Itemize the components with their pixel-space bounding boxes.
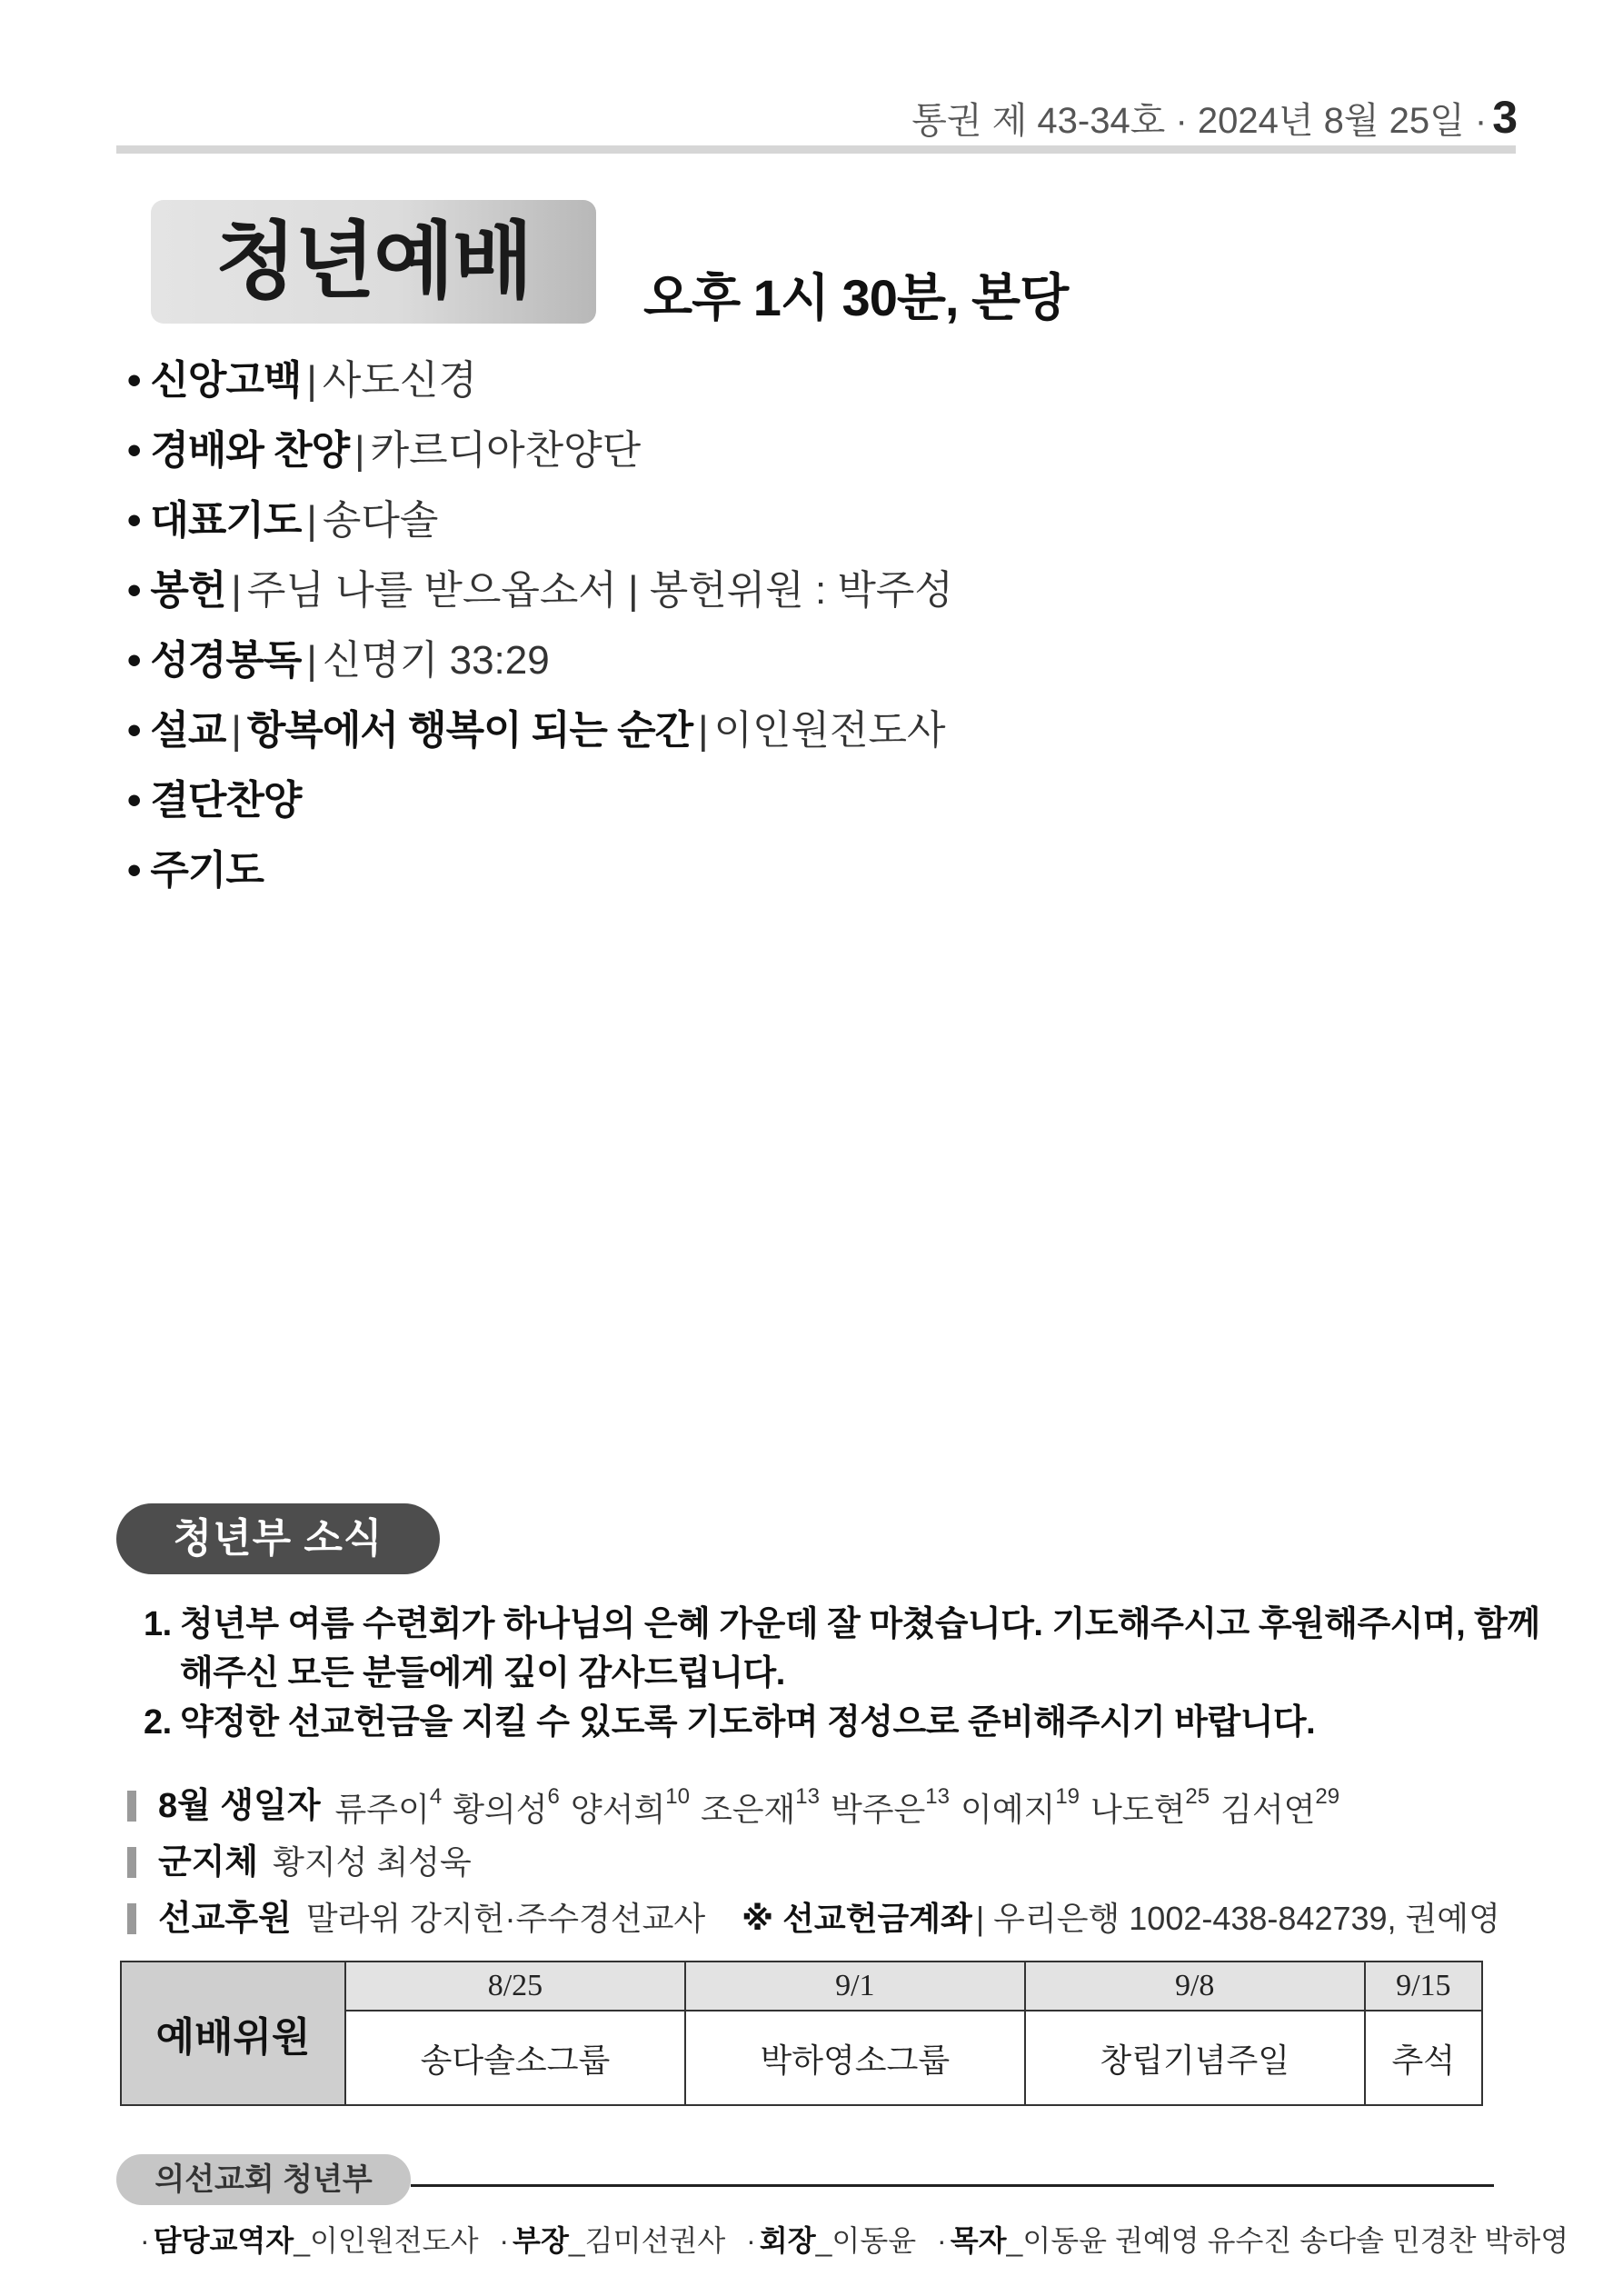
order-item-name: 주기도 [150, 848, 264, 893]
news-text: 약정한 선교헌금을 지킬 수 있도록 기도하며 정성으로 준비해주시기 바랍니다. [180, 1703, 1316, 1742]
bullet-icon: • [127, 568, 142, 613]
bullet-icon: • [127, 498, 142, 543]
mission-line [127, 1891, 1545, 1947]
table-row-header: 예배위원 [121, 1962, 345, 2105]
worship-committee-table [120, 1961, 1483, 2106]
sermon-title: 항복에서 행복이 되는 순간 [246, 708, 693, 753]
birthday-person: 이예지$^{19}$ [961, 1784, 1080, 1828]
staff-entry: · 회장_이동윤 [746, 2224, 917, 2257]
order-item-name: 신앙고백 [150, 358, 302, 403]
issue-text: 통권 제 43-34호 · 2024년 8월 25일 · [911, 101, 1488, 141]
birthday-person: 황의성$^6$ [453, 1784, 560, 1828]
order-item: • 봉헌 | 주님 나를 받으옵소서 | 봉헌위원 : 박주성 [127, 568, 953, 613]
header-divider [116, 145, 1516, 154]
order-item-name: 대표기도 [150, 498, 302, 543]
birthday-line [127, 1778, 1545, 1834]
page-number: 3 [1492, 92, 1518, 143]
bullet-icon: • [127, 428, 142, 473]
bar-marker-icon [127, 1847, 136, 1878]
order-item-name: 봉헌 [150, 568, 226, 613]
news-item [144, 1600, 1540, 1698]
order-item-detail: 카르디아찬양단 [370, 428, 642, 473]
birthday-person: 양서희$^{10}$ [570, 1784, 690, 1828]
order-item-name: 설교 [150, 708, 226, 753]
table-group-cell: 추석 [1365, 2011, 1482, 2105]
order-item-detail: 송다솔 [322, 498, 439, 543]
table-group-cell: 송다솔소그룹 [345, 2011, 685, 2105]
mission-value: 말라위 강지헌·주수경선교사 [305, 1900, 706, 1937]
news-heading: 청년부 소식 [116, 1503, 440, 1574]
bullet-icon: • [127, 778, 142, 823]
staff-entry: · 부장_김미선권사 [499, 2224, 726, 2257]
preacher: 이인원전도사 [713, 708, 946, 753]
footer-divider [411, 2184, 1494, 2187]
table-date-cell: 9/1 [685, 1962, 1025, 2011]
order-item: • 신앙고백 | 사도신경 [127, 358, 477, 403]
table-date-cell: 9/8 [1025, 1962, 1365, 2011]
bar-marker-icon [127, 1791, 136, 1822]
military-line [127, 1834, 1545, 1891]
order-item [127, 771, 1490, 841]
account-label: ※ 선교헌금계좌 [742, 1900, 972, 1937]
table-date-cell: 9/15 [1365, 1962, 1482, 2011]
birthday-label: 8월 생일자 [158, 1787, 321, 1825]
order-item: • 경배와 찬양 | 카르디아찬양단 [127, 428, 642, 473]
bullet-icon: • [127, 848, 142, 893]
order-item-name: 경배와 찬양 [150, 428, 350, 473]
church-name-badge: 의선교회 청년부 [116, 2154, 411, 2205]
birthday-person: 김서연$^{29}$ [1220, 1784, 1340, 1828]
staff-entry: · 목자_이동윤 권예영 유수진 송다솔 민경찬 박하영 [937, 2224, 1569, 2257]
mission-label: 선교후원 [158, 1900, 292, 1938]
birthday-person: 조은재$^{13}$ [700, 1784, 820, 1828]
order-item-name: 성경봉독 [150, 638, 302, 683]
order-item-detail: 주님 나를 받으옵소서 | 봉헌위원 : 박주성 [246, 568, 953, 613]
info-section [127, 1778, 1545, 1947]
staff-entry: · 담당교역자_이인원전도사 [140, 2224, 479, 2257]
military-names: 황지성 최성욱 [273, 1843, 472, 1881]
order-item: • 대표기도 | 송다솔 [127, 498, 439, 543]
order-of-service [127, 351, 1490, 911]
military-label: 군지체 [158, 1843, 259, 1882]
birthday-person: 박주은$^{13}$ [830, 1784, 950, 1828]
bullet-icon: • [127, 708, 142, 753]
news-number: 2. [144, 1703, 172, 1742]
news-list [144, 1600, 1540, 1747]
news-item [144, 1698, 1525, 1747]
bullet-icon: • [127, 358, 142, 403]
birthday-person: 나도현$^{25}$ [1090, 1784, 1210, 1828]
staff-line [127, 2218, 1568, 2260]
order-item-detail: 신명기 33:29 [322, 638, 550, 683]
order-item-detail: 사도신경 [322, 358, 477, 403]
order-item: • 설교 | 항복에서 행복이 되는 순간 | 이인원전도사 [127, 708, 946, 753]
order-item: • 성경봉독 | 신명기 33:29 [127, 638, 550, 683]
news-number: 1. [144, 1605, 172, 1643]
table-date-cell: 8/25 [345, 1962, 685, 2011]
birthday-person: 류주이$^4$ [334, 1784, 443, 1828]
service-time-place: 오후 1시 30분, 본당 [643, 269, 1069, 326]
order-item [127, 841, 1490, 911]
news-text: 해주신 모든 분들에게 깊이 감사드립니다. [180, 1654, 785, 1692]
page-title: 청년예배 [215, 215, 532, 308]
bar-marker-icon [127, 1903, 136, 1934]
issue-info [911, 91, 1518, 144]
account-value: | 우리은행 1002-438-842739, 권예영 [975, 1900, 1500, 1937]
bullet-icon: • [127, 638, 142, 683]
table-group-cell: 박하영소그룹 [685, 2011, 1025, 2105]
news-text: 청년부 여름 수련회가 하나님의 은혜 가운데 잘 마쳤습니다. 기도해주시고 후원해주시며, 함께 [180, 1605, 1540, 1643]
order-item-name: 결단찬양 [150, 778, 302, 823]
table-group-cell: 창립기념주일 [1025, 2011, 1365, 2105]
